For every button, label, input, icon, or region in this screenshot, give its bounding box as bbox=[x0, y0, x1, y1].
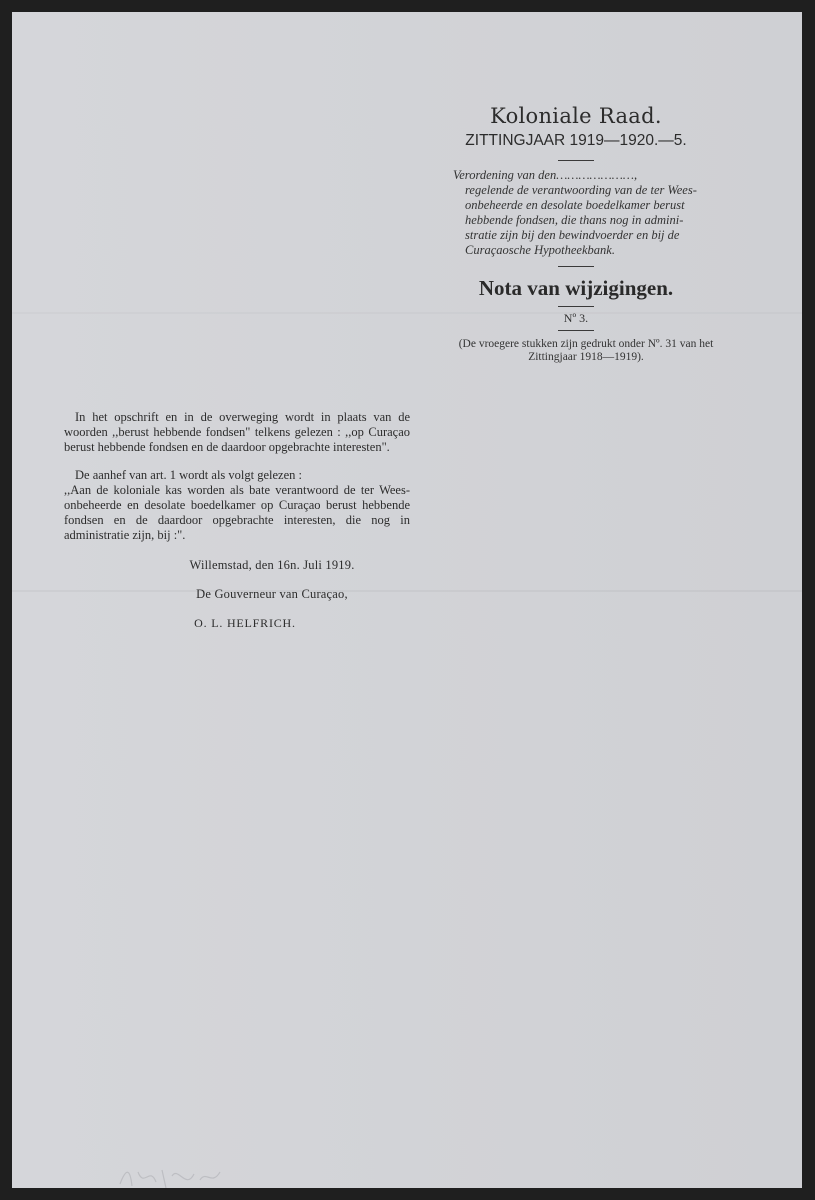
governor-title: De Gouverneur van Curaçao, bbox=[196, 587, 348, 601]
regulation-line: onbeheerde en desolate boedelkamer berust bbox=[465, 198, 685, 212]
document-number: Nº 3. bbox=[563, 311, 589, 325]
regulation-line: Verordening van den…………………, bbox=[453, 168, 638, 182]
place-date: Willemstad, den 16n. Juli 1919. bbox=[189, 558, 355, 572]
divider-rule bbox=[558, 160, 594, 161]
document-page bbox=[12, 12, 802, 1188]
pencil-marks bbox=[116, 1162, 226, 1192]
amendment-quote: ,,Aan de koloniale kas worden als bate verantwoord de ter Wees- onbeheerde en desolate boedelkamer op Curaçao berust hebbende fondsen en de daardoor opgebrachte interesten, die nog in administratie zijn, bij :". bbox=[64, 483, 410, 542]
regulation-line: hebbende fondsen, die thans nog in admini- bbox=[465, 213, 684, 227]
divider-rule bbox=[558, 306, 594, 307]
divider-rule bbox=[558, 330, 594, 331]
amendment-body bbox=[64, 410, 410, 631]
amendment-paragraph: In het opschrift en in de overweging wordt in plaats van de woorden ,,berust hebbende fondsen" telkens gelezen : ,,op Curaçao berust hebbende fondsen en de daardoor opgebrachte interesten". bbox=[64, 410, 410, 454]
regulation-description bbox=[453, 168, 707, 258]
document-header bbox=[445, 102, 714, 364]
session-year: ZITTINGJAAR 1919—1920.—5. bbox=[465, 132, 687, 149]
section-heading: Nota van wijzigingen. bbox=[478, 276, 674, 300]
divider-rule bbox=[558, 266, 594, 267]
document-title: Koloniale Raad. bbox=[490, 104, 662, 128]
signer-name: O. L. HELFRICH. bbox=[194, 616, 296, 630]
regulation-line: regelende de verantwoording van de ter Wees- bbox=[465, 183, 697, 197]
regulation-line: stratie zijn bij den bewindvoerder en bij de bbox=[465, 228, 680, 242]
prior-documents-note: (De vroegere stukken zijn gedrukt onder Nº. 31 van het Zittingjaar 1918—1919). bbox=[458, 338, 714, 363]
regulation-line: Curaçaosche Hypotheekbank. bbox=[465, 243, 615, 257]
amendment-paragraph: De aanhef van art. 1 wordt als volgt gelezen : bbox=[75, 468, 302, 482]
